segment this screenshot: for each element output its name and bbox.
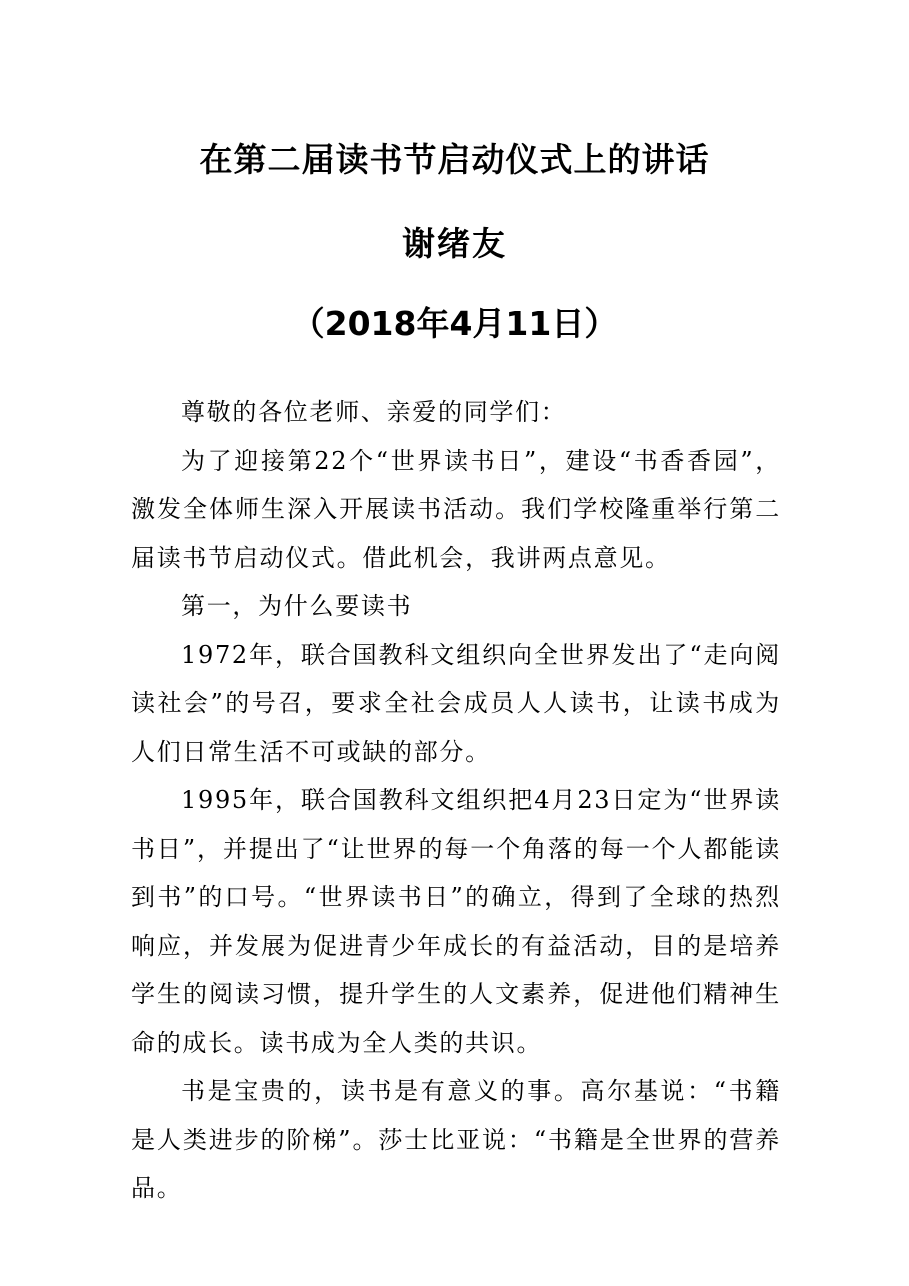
paragraph-intro: 为了迎接第22个“世界读书日”，建设“书香香园”，激发全体师生深入开展读书活动。我们学校隆重举行第二届读书节启动仪式。借此机会，我讲两点意见。 (131, 446, 781, 572)
speech-date: （2018年4月11日） (291, 304, 618, 343)
section-heading: 第一，为什么要读书 (181, 592, 413, 620)
paragraph-1995: 1995年，联合国教科文组织把4月23日定为“世界读书日”，并提出了“让世界的每一个角落的每一个人都能读到书”的口号。“世界读书日”的确立，得到了全球的热烈响应，并发展为促进青少年成长的有益活动，目的是培养学生的阅读习惯，提升学生的人文素养，促进他们精神生命的成长。读书成为全人类的共识。 (131, 786, 781, 1057)
document-title: 在第二届读书节启动仪式上的讲话 (199, 140, 710, 179)
document-body (131, 388, 781, 1213)
paragraph-quotes: 书是宝贵的，读书是有意义的事。高尔基说：“书籍是人类进步的阶梯”。莎士比亚说：“书籍是全世界的营养品。 (131, 1077, 781, 1202)
paragraph-1972: 1972年，联合国教科文组织向全世界发出了“走向阅读社会”的号召，要求全社会成员人人读书，让读书成为人们日常生活不可或缺的部分。 (131, 640, 781, 766)
salutation: 尊敬的各位老师、亲爱的同学们： (181, 398, 567, 426)
author-name: 谢绪友 (402, 224, 507, 263)
